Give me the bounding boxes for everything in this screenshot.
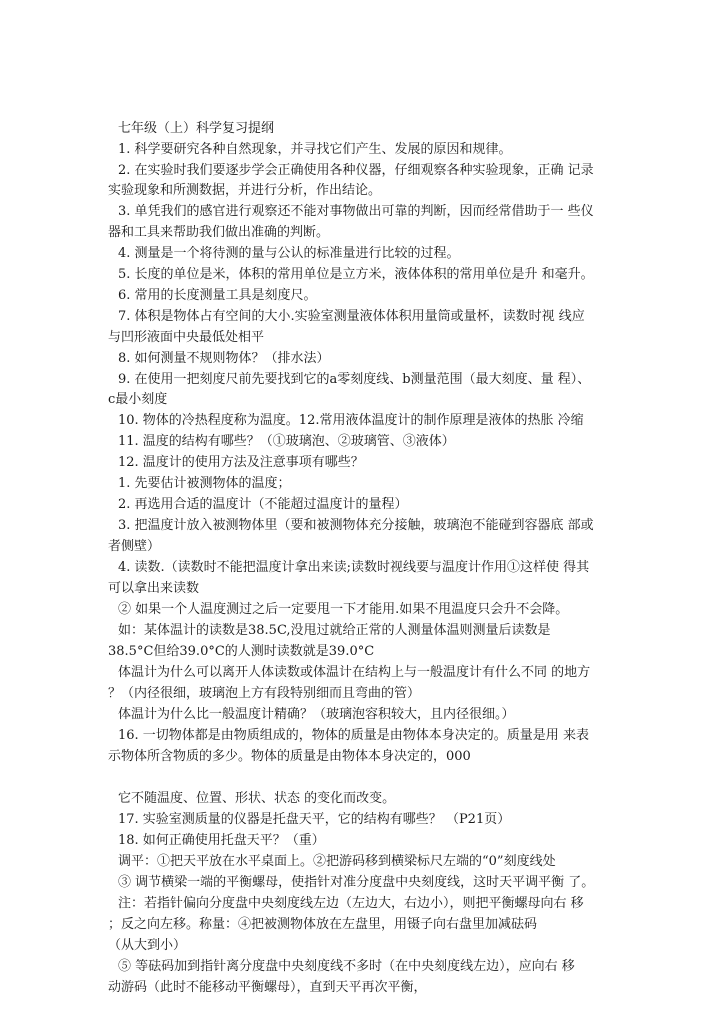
text-line: 2. 再选用合适的温度计（不能超过温度计的量程）	[118, 497, 408, 512]
text-line: 38.5°C但给39.0°C的人测时读数就是39.0°C	[108, 644, 375, 659]
text-line: 1. 先要估计被测物体的温度；	[118, 476, 291, 491]
text-line: 3. 单凭我们的感官进行观察还不能对事物做出可靠的判断，因而经常借助于一 些仪	[118, 204, 594, 219]
text-line: 者侧壁）	[108, 539, 161, 554]
text-line: 注：若指针偏向分度盘中央刻度线左边（左边大，右边小），则把平衡螺母向右 移	[118, 896, 584, 911]
text-line: 3. 把温度计放入被测物体里（要和被测物体充分接触，玻璃泡不能碰到容器底 部或	[118, 518, 594, 533]
text-line: ⑤ 等砝码加到指针离分度盘中央刻度线不多时（在中央刻度线左边），应向右 移	[118, 959, 575, 974]
text-line: 4. 读数.（读数时不能把温度计拿出来读;读数时视线要与温度计作用①这样使 得其	[118, 560, 590, 575]
text-line: ？（内径很细，玻璃泡上方有段特别细而且弯曲的管）	[108, 686, 421, 701]
text-line: 7. 体积是物体占有空间的大小.实验室测量液体体积用量筒或量杯，读数时视 线应	[118, 309, 585, 324]
text-line: 实验现象和所测数据，并进行分析，作出结论。	[108, 183, 382, 198]
text-line: c最小刻度	[108, 392, 168, 407]
text-line: 调平：①把天平放在水平桌面上。②把游码移到横梁标尺左端的“0”刻度线处	[118, 854, 556, 869]
text-line: 10. 物体的冷热程度称为温度。12.常用液体温度计的制作原理是液体的热胀 冷缩	[118, 413, 584, 428]
text-line: 器和工具来帮助我们做出准确的判断。	[108, 225, 330, 240]
text-line: 17. 实验室测质量的仪器是托盘天平，它的结构有哪些？ （P21页）	[118, 812, 511, 827]
text-line: ③ 调节横梁一端的平衡螺母，使指针对准分度盘中央刻度线，这时天平调平衡 了。	[118, 875, 595, 890]
text-line: 16. 一切物体都是由物质组成的，物体的质量是由物体本身决定的。质量是用 来表	[118, 728, 589, 743]
text-line: 体温计为什么可以离开人体读数或体温计在结构上与一般温度计有什么不同 的地方	[118, 665, 591, 680]
text-line: 18. 如何正确使用托盘天平？（重）	[118, 833, 325, 848]
text-line: 5. 长度的单位是米，体积的常用单位是立方米，液体体积的常用单位是升 和毫升。	[118, 267, 594, 282]
text-line: 6. 常用的长度测量工具是刻度尺。	[118, 288, 317, 303]
text-line: 动游码（此时不能移动平衡螺母），直到天平再次平衡，	[108, 980, 427, 995]
text-line: ② 如果一个人温度测过之后一定要甩一下才能用.如果不甩温度只会升不会降。	[118, 602, 569, 617]
text-line: 8. 如何测量不规则物体？（排水法）	[118, 351, 330, 366]
text-line: 它不随温度、位置、形状、状态 的变化而改变。	[118, 791, 396, 806]
text-line: 与凹形液面中央最低处相平	[108, 330, 265, 345]
doc-title: 七年级（上）科学复习提纲	[118, 121, 275, 136]
text-line: 可以拿出来读数	[108, 581, 200, 596]
text-line: 如：某体温计的读数是38.5C,没甩过就给正常的人测量体温则测量后读数是	[118, 623, 551, 638]
text-line: 9. 在使用一把刻度尺前先要找到它的a零刻度线、b测量范围（最大刻度、量 程）、	[118, 372, 591, 387]
text-line: ；反之向左移。称量：④把被测物体放在左盘里，用镊子向右盘里加减砝码	[108, 917, 538, 932]
text-line: 12. 温度计的使用方法及注意事项有哪些？	[118, 455, 364, 470]
text-line: 体温计为什么比一般温度计精确？（玻璃泡容积较大，且内径很细。）	[118, 707, 515, 722]
text-line: 4. 测量是一个将待测的量与公认的标准量进行比较的过程。	[118, 246, 460, 261]
text-line: 2. 在实验时我们要逐步学会正确使用各种仪器，仔细观察各种实验现象，正确 记录	[118, 163, 594, 178]
text-line: （从大到小）	[108, 938, 187, 953]
text-line: 11. 温度的结构有哪些？（①玻璃泡、②玻璃管、③液体）	[118, 434, 455, 449]
text-line: 1. 科学要研究各种自然现象，并寻找它们产生、发展的原因和规律。	[118, 142, 512, 157]
text-line: 示物体所含物质的多少。物体的质量是由物体本身决定的，000	[108, 749, 471, 764]
